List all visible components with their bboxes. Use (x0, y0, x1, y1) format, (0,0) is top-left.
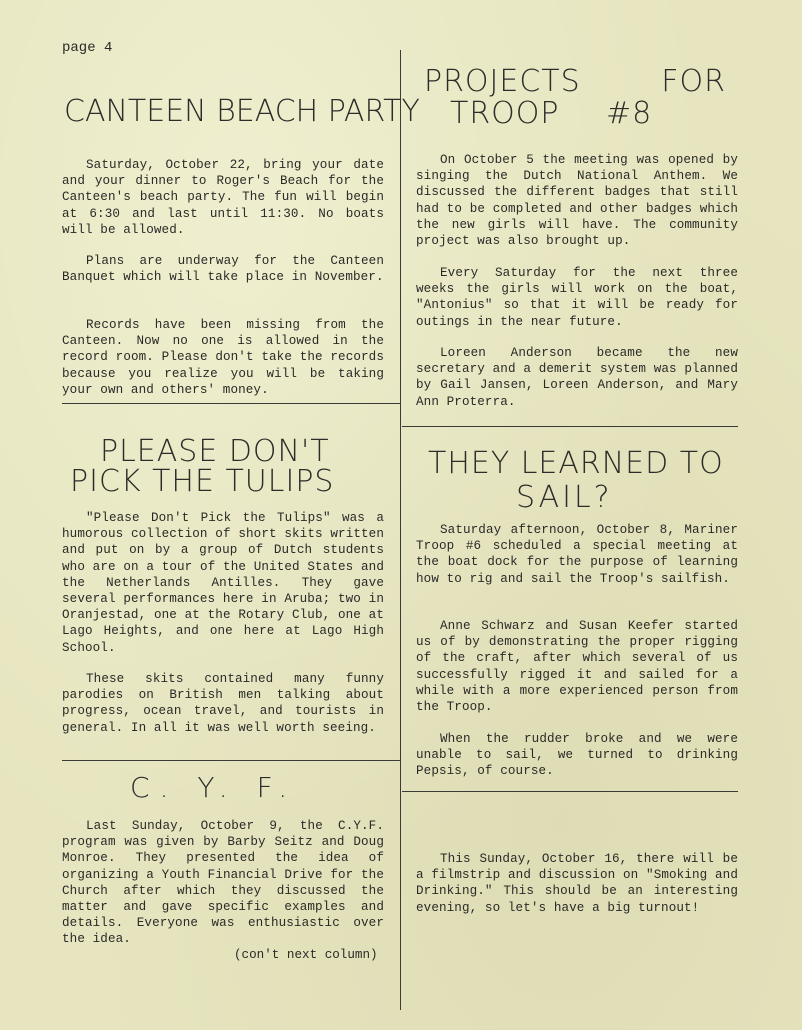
continued-note: (con't next column) (234, 948, 378, 962)
section-rule (402, 791, 738, 792)
column-divider (400, 50, 401, 1010)
sail-headline-line1: THEY LEARNED TO (428, 446, 724, 481)
cyf-continued-paragraph: This Sunday, October 16, there will be a filmstrip and discussion on "Smoking and Drinking." This should be an interesting evening, so let's have a big turnout! (416, 852, 738, 915)
tulips-headline-line1: PLEASE DON'T (100, 434, 330, 469)
sail-paragraph-1: Saturday afternoon, October 8, Mariner Troop #6 scheduled a special meeting at the boat dock for the purpose of learning how to rig and sail the Troop's sailfish. (416, 523, 738, 586)
cyf-headline: C. Y. F. (130, 771, 298, 804)
canteen-headline: CANTEEN BEACH PARTY (64, 94, 420, 129)
page-number: page 4 (62, 40, 113, 56)
projects-headline-line2: TROOP #8 (450, 96, 653, 131)
tulips-paragraph-2: These skits contained many funny parodies on British men talking about progress, ocean travel, and tourists in general. In all it was well worth seeing. (62, 672, 384, 735)
canteen-paragraph-3: Records have been missing from the Canteen. Now no one is allowed in the record room. Please don't take the records because you realize you will be taking your own and others' money. (62, 318, 384, 397)
projects-paragraph-3: Loreen Anderson became the new secretary and a demerit system was planned by Gail Jansen, Loreen Anderson, and Mary Ann Proterra. (416, 346, 738, 409)
section-rule (62, 403, 400, 404)
cyf-paragraph-1: Last Sunday, October 9, the C.Y.F. program was given by Barby Seitz and Doug Monroe. They presented the idea of organizing a Youth Financial Drive for the Church after which they discussed the matter and gave specific examples and details. Everyone was enthusiastic over the idea. (62, 819, 384, 947)
canteen-paragraph-2: Plans are underway for the Canteen Banquet which will take place in November. (62, 254, 384, 285)
sail-paragraph-3: When the rudder broke and we were unable to sail, we turned to drinking Pepsis, of course. (416, 732, 738, 779)
tulips-headline-line2: PICK THE TULIPS (70, 464, 335, 499)
canteen-paragraph-1: Saturday, October 22, bring your date and your dinner to Roger's Beach for the Canteen's beach party. The fun will begin at 6:30 and last until 11:30. No boats will be allowed. (62, 158, 384, 237)
sail-headline-line2: SAIL? (516, 480, 613, 515)
tulips-paragraph-1: "Please Don't Pick the Tulips" was a humorous collection of short skits written and put on by a group of Dutch students who are on a tour of the United States and the Netherlands Antilles. They gave several performances here in Aruba; two in Oranjestad, one at the Rotary Club, one at Lago Heights, and one here at Lago High School. (62, 511, 384, 655)
projects-paragraph-1: On October 5 the meeting was opened by singing the Dutch National Anthem. We discussed the different badges that still had to be completed and other badges which the new girls will have. The community project was also brought up. (416, 153, 738, 249)
section-rule (62, 760, 400, 761)
projects-paragraph-2: Every Saturday for the next three weeks the girls will work on the boat, "Antonius" so that it will be ready for outings in the near future. (416, 266, 738, 329)
sail-paragraph-2: Anne Schwarz and Susan Keefer started us of by demonstrating the proper rigging of the craft, after which several of us successfully rigged it and sailed for a while with a more experienced person from the Troop. (416, 619, 738, 715)
section-rule (402, 426, 738, 427)
projects-headline-line1: PROJECTS FOR (424, 64, 726, 99)
